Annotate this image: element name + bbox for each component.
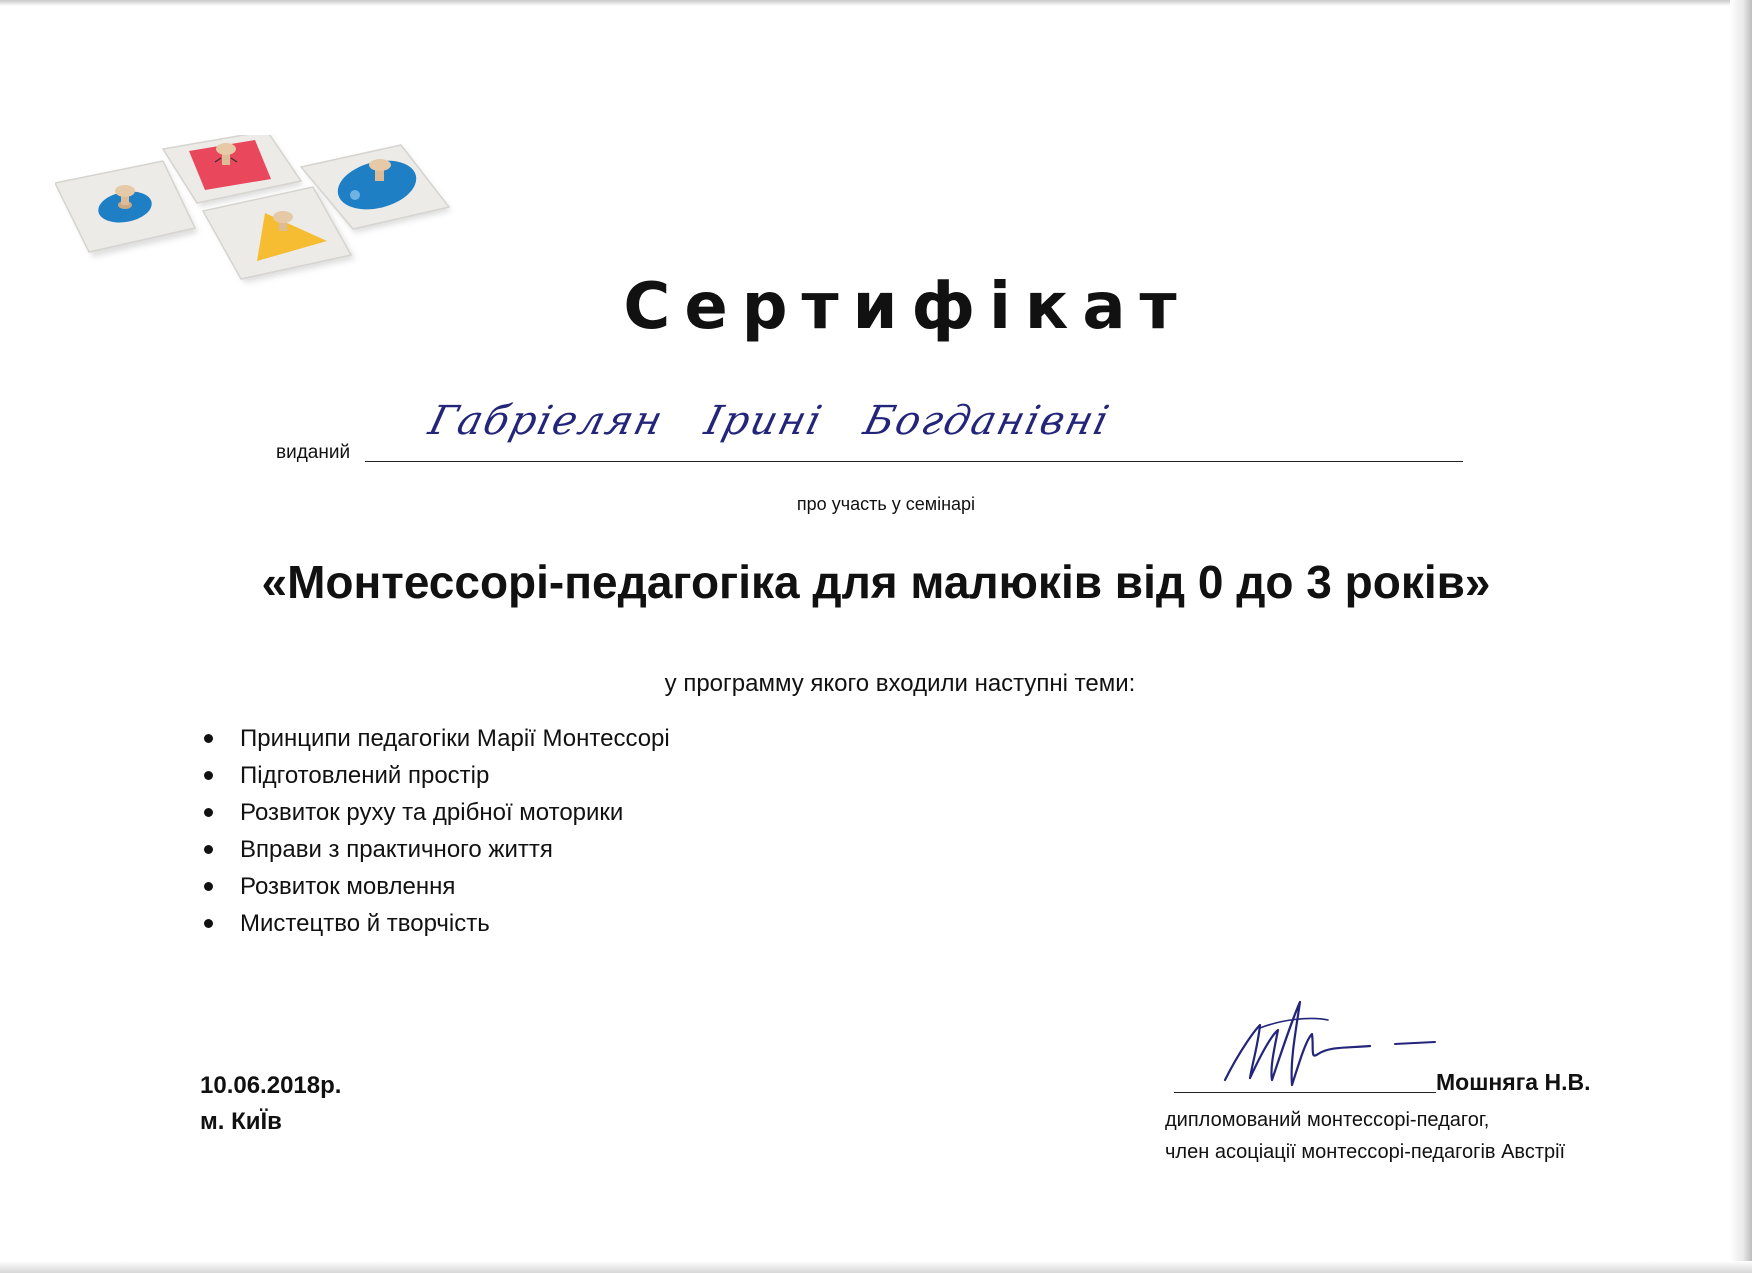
scan-edge-bottom: [0, 1261, 1752, 1273]
scan-edge-top: [0, 0, 1752, 6]
signer-title-line1: дипломований монтессорі-педагог,: [1165, 1109, 1490, 1131]
participation-text: про участь у семінарі: [796, 494, 976, 514]
signer-title-line2: член асоціації монтессорі-педагогів Австрії: [1165, 1141, 1566, 1163]
issue-city: м. КиЇв: [200, 1108, 282, 1135]
topic-label: Мистецтво й творчість: [240, 910, 490, 937]
bullet-icon: [204, 734, 213, 743]
list-item: [200, 720, 670, 757]
program-intro: у программу якого входили наступні теми:: [664, 670, 1136, 697]
topic-label: Вправи з практичного життя: [240, 836, 553, 863]
certificate-title: Сертифікат: [623, 270, 1191, 344]
topic-label: Розвиток мовлення: [240, 873, 456, 900]
bullet-icon: [204, 771, 213, 780]
recipient-name-line: [365, 461, 1463, 462]
list-item: [200, 905, 670, 942]
issue-date: 10.06.2018р.: [200, 1072, 342, 1099]
topic-label: Принципи педагогіки Марії Монтессорі: [240, 725, 670, 752]
bullet-icon: [204, 808, 213, 817]
blue-circle-puzzle-icon: [55, 161, 198, 257]
list-item: [200, 757, 670, 794]
bullet-icon: [204, 882, 213, 891]
signature-image: [1200, 990, 1460, 1100]
list-item: [200, 831, 670, 868]
signature-line: [1174, 1092, 1436, 1093]
list-item: [200, 794, 670, 831]
list-item: [200, 868, 670, 905]
signer-name: Мошняга Н.В.: [1436, 1069, 1591, 1095]
topic-label: Підготовлений простір: [240, 762, 490, 789]
bullet-icon: [204, 845, 213, 854]
date-block: [200, 1068, 341, 1140]
topic-label: Розвиток руху та дрібної моторики: [240, 799, 624, 826]
signer-title: [1165, 1104, 1565, 1168]
issued-label: виданий: [276, 442, 351, 463]
topics-list: [200, 720, 670, 942]
seminar-title: «Монтессорі-педагогіка для малюків від 0 до 3 років»: [261, 556, 1491, 608]
recipient-name: Габріелян Ірині Богданівні: [424, 398, 1116, 444]
bullet-icon: [204, 919, 213, 928]
scan-edge-right: [1730, 0, 1752, 1273]
